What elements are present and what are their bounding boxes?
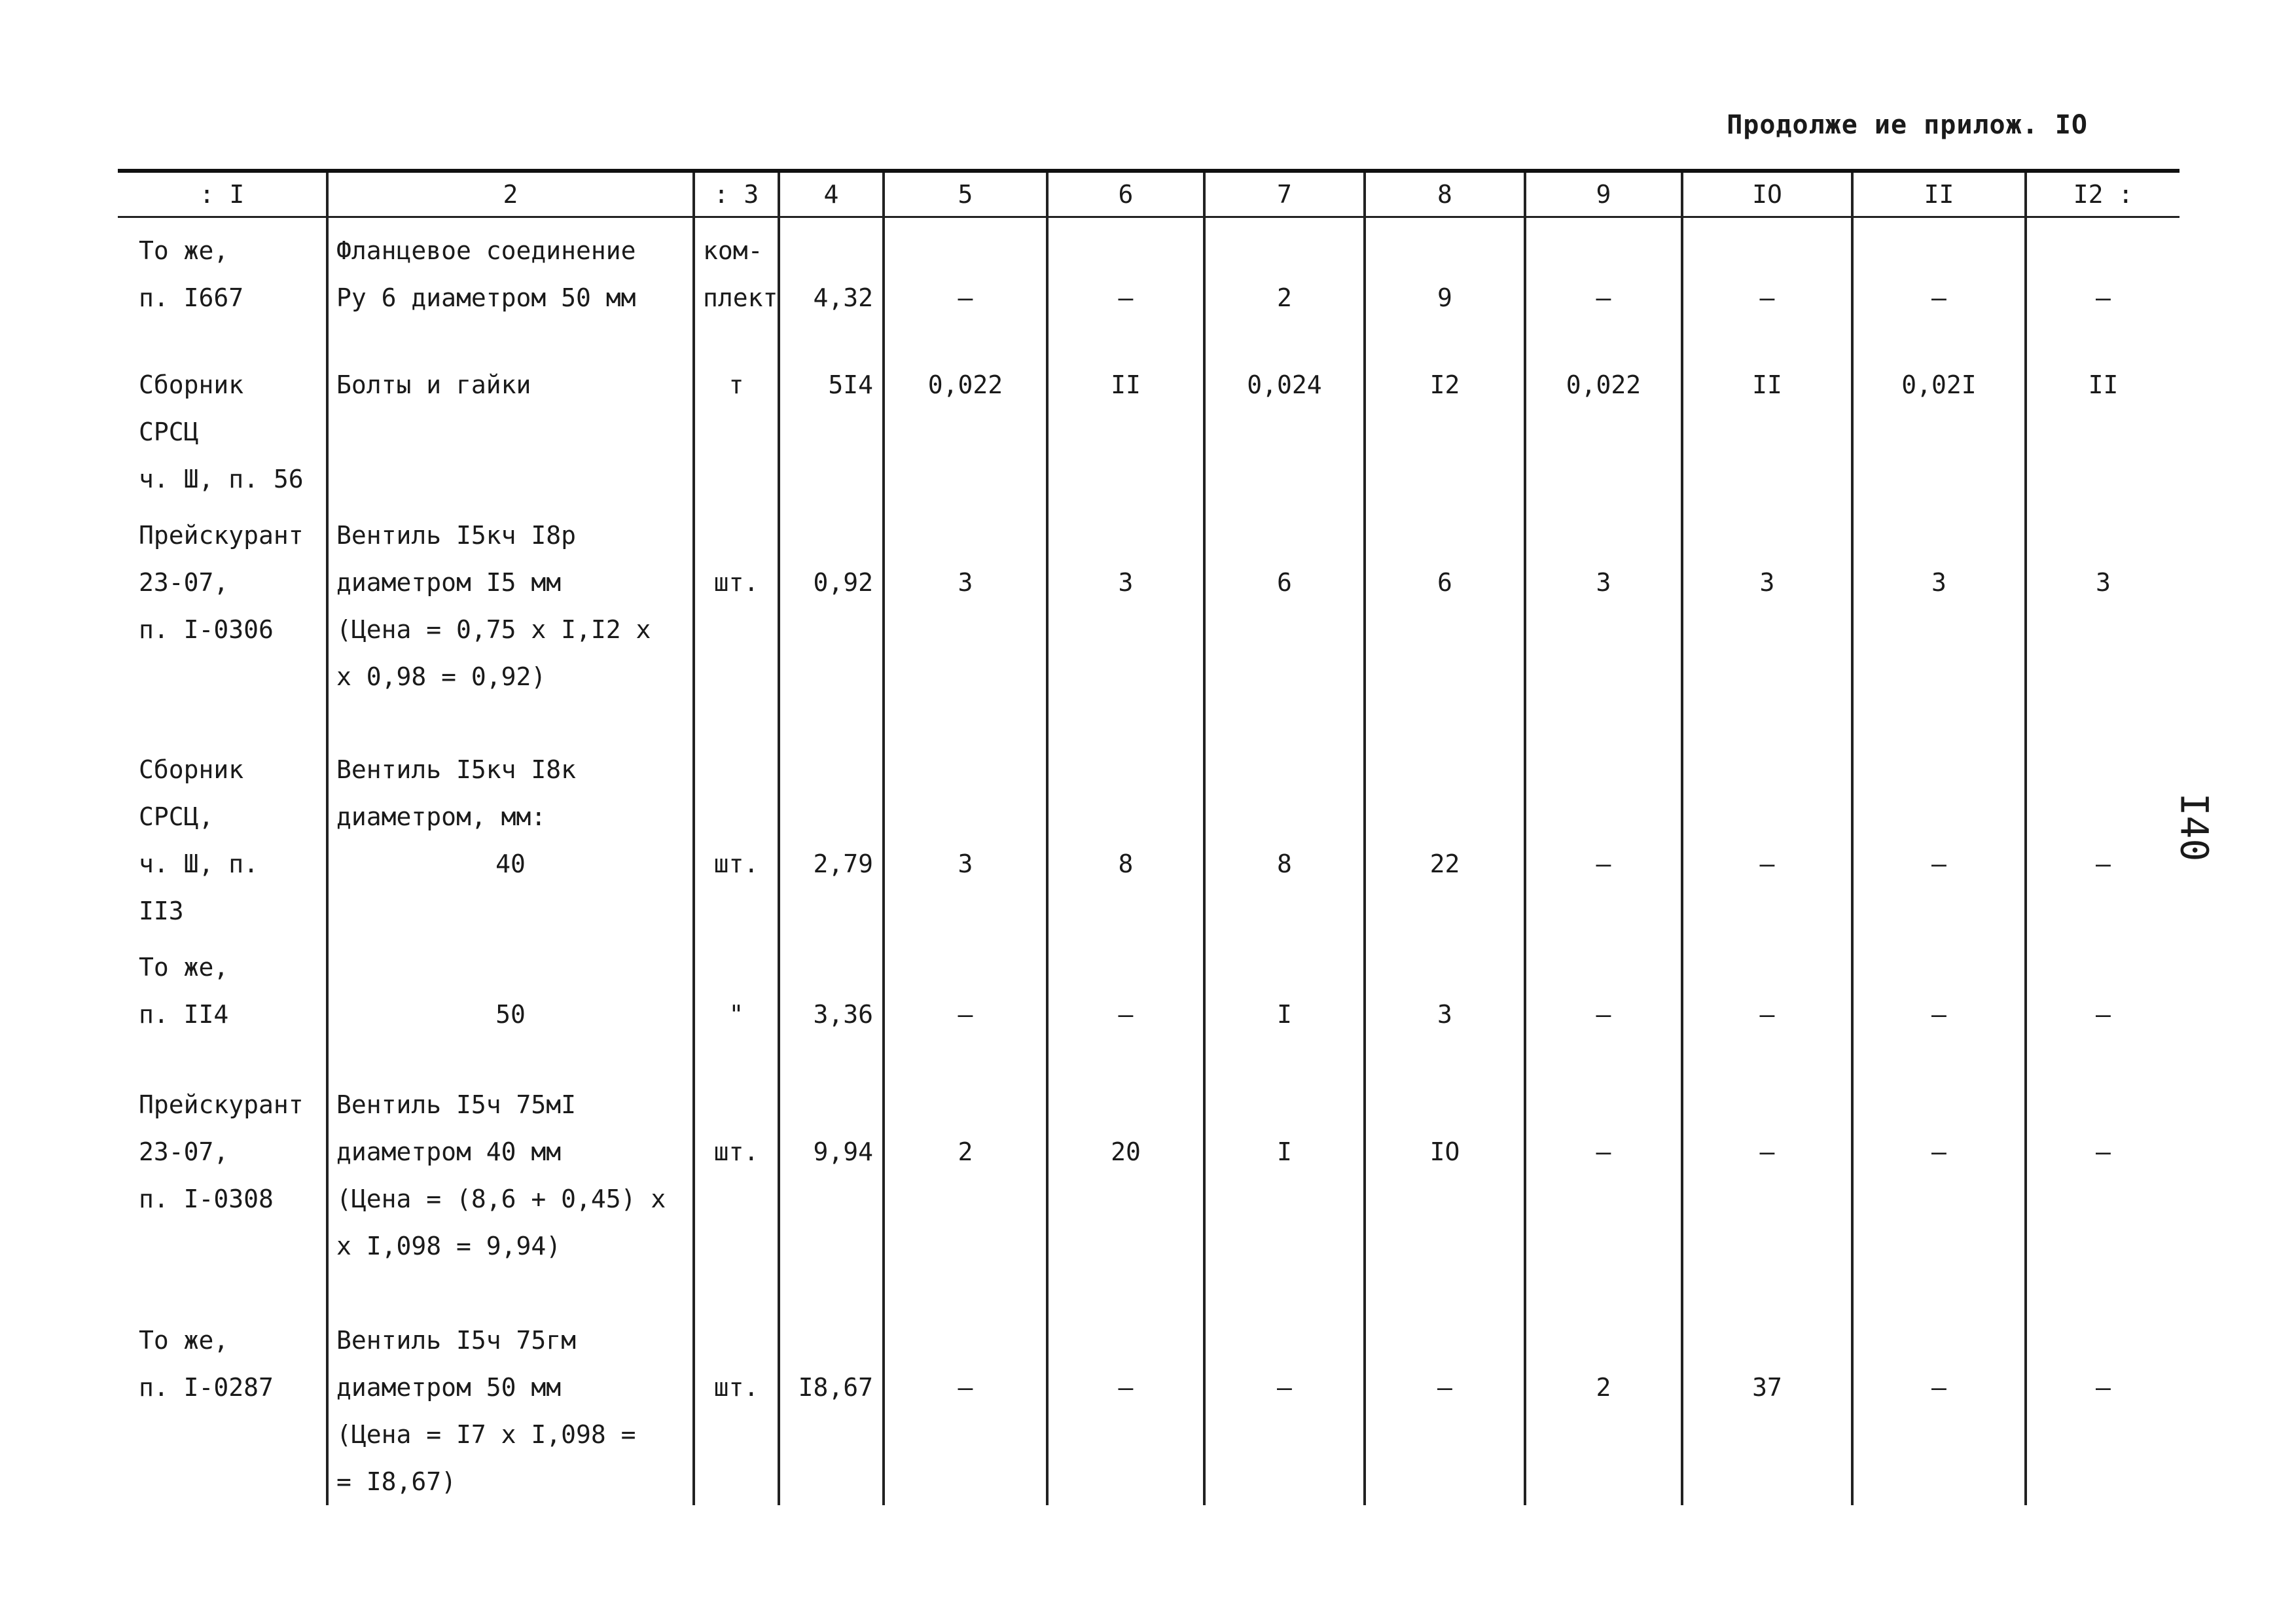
value-cell: – (958, 283, 973, 312)
price-cell: I8,67 (798, 1372, 873, 1402)
value-cell: 8 (1277, 849, 1292, 878)
unit-cell: шт. (713, 567, 759, 597)
unit-cell: шт. (713, 849, 759, 878)
column-header: : I (199, 180, 245, 209)
value-cell: I (1277, 999, 1292, 1029)
value-cell: – (2096, 849, 2111, 878)
value-cell: – (1118, 283, 1134, 312)
value-cell: 0,024 (1247, 370, 1322, 399)
value-cell: – (1118, 1372, 1134, 1402)
name-cell: Болты и гайки (336, 370, 531, 399)
value-cell: 37 (1752, 1372, 1782, 1402)
column-header: 4 (779, 171, 884, 217)
value-cell: – (1596, 849, 1611, 878)
value-cell: 3 (1931, 567, 1946, 597)
table-row (118, 1308, 2179, 1505)
table-row (118, 1072, 2179, 1308)
column-header: 5 (884, 171, 1047, 217)
value-cell: – (1596, 999, 1611, 1029)
source-cell: Сборник СРСЦ, ч. Ш, п. II3 (139, 755, 259, 925)
value-cell: – (1931, 283, 1946, 312)
name-cell: Вентиль I5ч 75гм диаметром 50 мм (Цена = I7 х I,098 = = I8,67) (336, 1325, 636, 1496)
price-cell: 2,79 (813, 849, 873, 878)
table-row (118, 737, 2179, 935)
value-cell: I (1277, 1137, 1292, 1166)
value-cell: II (1752, 370, 1782, 399)
unit-cell: шт. (713, 1137, 759, 1166)
source-cell: Прейскурант 23-07, п. I-0306 (139, 520, 304, 644)
value-cell: 0,02I (1901, 370, 1977, 399)
unit-cell: " (728, 999, 744, 1029)
price-cell: 9,94 (813, 1137, 873, 1166)
value-cell: 3 (1118, 567, 1134, 597)
table-row (118, 217, 2179, 352)
value-cell: – (1277, 1372, 1292, 1402)
column-header: IO (1682, 171, 1852, 217)
price-cell: 0,92 (813, 567, 873, 597)
value-cell: – (1931, 1372, 1946, 1402)
page-header: Продолже ие прилож. IO (1727, 110, 2088, 140)
value-cell: 8 (1118, 849, 1134, 878)
table-row (118, 352, 2179, 503)
value-cell: – (1931, 849, 1946, 878)
name-cell: Вентиль I5кч I8к диаметром, мм: (336, 755, 577, 831)
value-cell: – (1118, 999, 1134, 1029)
value-cell: 3 (958, 849, 973, 878)
value-cell: 3 (1437, 999, 1452, 1029)
value-cell: 2 (1596, 1372, 1611, 1402)
value-cell: – (1931, 1137, 1946, 1166)
column-header: I2 : (2026, 171, 2179, 217)
name-cell: Вентиль I5ч 75мI диаметром 40 мм (Цена = (8,6 + 0,45) х х I,098 = 9,94) (336, 1090, 666, 1260)
value-cell: – (1931, 999, 1946, 1029)
price-cell: 3,36 (813, 999, 873, 1029)
materials-table (118, 169, 2179, 1505)
value-cell: – (2096, 283, 2111, 312)
unit-cell: т (728, 370, 744, 399)
name-cell: Фланцевое соединение Ру 6 диаметром 50 мм (336, 236, 636, 312)
value-cell: 3 (2096, 567, 2111, 597)
value-cell: – (1596, 283, 1611, 312)
value-cell: 6 (1277, 567, 1292, 597)
column-header: 8 (1365, 171, 1525, 217)
column-header: 6 (1047, 171, 1204, 217)
value-cell: – (1759, 283, 1775, 312)
source-cell: Прейскурант 23-07, п. I-0308 (139, 1090, 304, 1213)
source-cell: То же, п. II4 (139, 952, 229, 1029)
value-cell: – (2096, 1137, 2111, 1166)
value-cell: 2 (958, 1137, 973, 1166)
value-cell: – (958, 999, 973, 1029)
diameter-value: 50 (495, 999, 526, 1029)
table-row (118, 935, 2179, 1072)
name-cell: Вентиль I5кч I8р диаметром I5 мм (Цена = 0,75 х I,I2 х х 0,98 = 0,92) (336, 520, 651, 691)
column-header: 7 (1204, 171, 1365, 217)
value-cell: 2 (1277, 283, 1292, 312)
value-cell: 9 (1437, 283, 1452, 312)
value-cell: 0,022 (1566, 370, 1641, 399)
value-cell: – (958, 1372, 973, 1402)
unit-cell: ком- плект (703, 236, 778, 312)
value-cell: – (2096, 1372, 2111, 1402)
value-cell: – (2096, 999, 2111, 1029)
value-cell: – (1437, 1372, 1452, 1402)
value-cell: IO (1429, 1137, 1460, 1166)
value-cell: 0,022 (927, 370, 1003, 399)
price-cell: 5I4 (828, 370, 873, 399)
value-cell: I2 (1429, 370, 1460, 399)
column-header: II (1852, 171, 2026, 217)
source-cell: То же, п. I-0287 (139, 1325, 274, 1402)
value-cell: – (1759, 999, 1775, 1029)
value-cell: II (1111, 370, 1141, 399)
table-row (118, 503, 2179, 737)
value-cell: 20 (1111, 1137, 1141, 1166)
value-cell: 3 (1596, 567, 1611, 597)
column-header: 2 (327, 171, 694, 217)
source-cell: Сборник СРСЦ ч. Ш, п. 56 (139, 370, 304, 493)
unit-cell: шт. (713, 1372, 759, 1402)
column-header: 9 (1525, 171, 1682, 217)
diameter-value: 40 (495, 849, 526, 878)
table-header-row (118, 171, 2179, 217)
column-header: : 3 (694, 171, 779, 217)
value-cell: 6 (1437, 567, 1452, 597)
page-number: I40 (2172, 793, 2217, 862)
value-cell: 22 (1429, 849, 1460, 878)
price-cell: 4,32 (813, 283, 873, 312)
value-cell: II (2088, 370, 2119, 399)
source-cell: То же, п. I667 (139, 236, 244, 312)
value-cell: 3 (1759, 567, 1775, 597)
value-cell: 3 (958, 567, 973, 597)
value-cell: – (1759, 849, 1775, 878)
value-cell: – (1759, 1137, 1775, 1166)
value-cell: – (1596, 1137, 1611, 1166)
